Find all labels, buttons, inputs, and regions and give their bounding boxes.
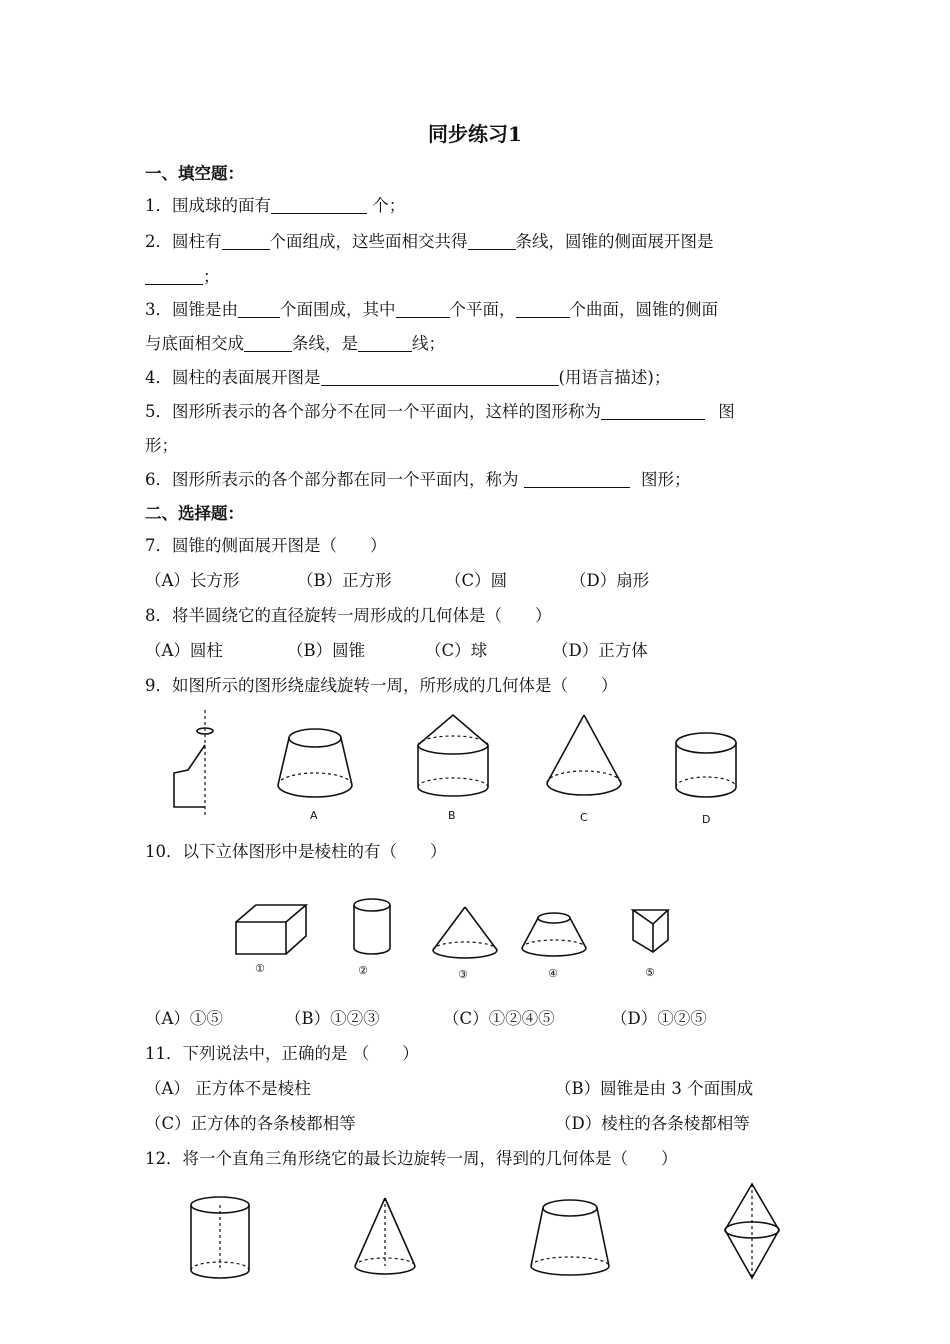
q3-text: 个平面，: [449, 300, 516, 319]
option-d[interactable]: （D）棱柱的各条棱都相等: [555, 1114, 750, 1133]
q12-double-cone[interactable]: [725, 1184, 779, 1278]
answer-blank[interactable]: [516, 300, 570, 318]
answer-blank[interactable]: [468, 232, 516, 250]
page-title: 同步练习1: [428, 122, 522, 146]
q10-label-3: ③: [458, 968, 468, 981]
q2-text: 个面组成，这些面相交共得: [269, 232, 468, 251]
q3-text: 个曲面，圆锥的侧面: [569, 300, 718, 319]
option-c[interactable]: （C）球: [425, 641, 488, 660]
q10-cone: [433, 907, 497, 958]
question-12: 12．将一个直角三角形绕它的最长边旋转一周，得到的几何体是（ ）: [145, 1149, 678, 1168]
option-a[interactable]: （A）长方形: [145, 571, 240, 590]
answer-blank[interactable]: [244, 334, 292, 352]
question-8: 8．将半圆绕它的直径旋转一周形成的几何体是（ ）: [145, 606, 552, 625]
question-1: [145, 192, 405, 216]
q3-text: 与底面相交成: [145, 334, 244, 353]
q9-label-a: A: [310, 809, 318, 822]
q9-label-c: C: [580, 811, 588, 824]
q10-figures: [220, 890, 700, 990]
q9-cone-cylinder-b[interactable]: [418, 715, 488, 796]
option-c[interactable]: （C）①②④⑤: [443, 1009, 555, 1028]
q4-text: 4．圆柱的表面展开图是: [145, 368, 321, 387]
question-2-cont: [145, 263, 220, 287]
answer-blank[interactable]: [222, 232, 270, 250]
q1-text-end: 个；: [367, 196, 406, 215]
q3-text: 条线，是: [292, 334, 358, 353]
q10-cylinder: [354, 899, 390, 954]
option-a[interactable]: （A）圆柱: [145, 641, 223, 660]
q9-cylinder-d[interactable]: [676, 733, 736, 797]
section-multiple-choice: 二、选择题：: [145, 504, 244, 523]
q1-text: 1．围成球的面有: [145, 196, 271, 215]
question-10: 10．以下立体图形中是棱柱的有（ ）: [145, 842, 447, 861]
q5-text: 5．图形所表示的各个部分不在同一个平面内，这样的图形称为: [145, 402, 601, 421]
q3-text-end: 线；: [412, 334, 445, 353]
q9-cone-c[interactable]: [547, 715, 621, 795]
q12-frustum[interactable]: [531, 1200, 609, 1275]
answer-blank[interactable]: [601, 402, 705, 420]
option-b[interactable]: （B）①②③: [285, 1009, 380, 1028]
q10-frustum: [522, 913, 586, 956]
question-11: 11．下列说法中，正确的是 （ ）: [145, 1044, 419, 1063]
q9-label-d: D: [702, 813, 711, 826]
q12-cone[interactable]: [355, 1198, 415, 1274]
q10-label-2: ②: [358, 964, 368, 977]
q10-label-4: ④: [548, 967, 558, 980]
q12-figures: [170, 1178, 810, 1288]
option-b[interactable]: （B）圆锥: [287, 641, 366, 660]
q9-label-b: B: [448, 809, 456, 822]
q10-label-1: ①: [255, 962, 265, 975]
question-3-cont: [145, 330, 445, 354]
answer-blank[interactable]: [271, 196, 367, 214]
option-d[interactable]: （D）扇形: [570, 571, 650, 590]
answer-blank[interactable]: [238, 300, 280, 318]
option-b[interactable]: （B）圆锥是由 3 个面围成: [555, 1079, 754, 1098]
answer-blank[interactable]: [396, 300, 450, 318]
q9-figures: [160, 705, 760, 830]
option-a[interactable]: （A）①⑤: [145, 1009, 223, 1028]
answer-blank[interactable]: [524, 470, 630, 488]
q9-frustum-a[interactable]: [278, 729, 352, 797]
question-2: [145, 228, 714, 252]
q6-text: 6．图形所表示的各个部分都在同一个平面内，称为: [145, 470, 524, 489]
option-d[interactable]: （D）正方体: [552, 641, 648, 660]
option-b[interactable]: （B）正方形: [297, 571, 392, 590]
answer-blank[interactable]: [145, 267, 203, 285]
q4-text-end: (用语言描述)；: [558, 368, 671, 387]
q10-cuboid: [236, 905, 306, 954]
question-3: [145, 296, 718, 320]
question-5-cont: 形；: [145, 436, 178, 455]
option-d[interactable]: （D）①②⑤: [611, 1009, 707, 1028]
question-9: 9．如图所示的图形绕虚线旋转一周，所形成的几何体是（ ）: [145, 676, 618, 695]
answer-blank[interactable]: [358, 334, 412, 352]
q3-text: 个面围成，其中: [280, 300, 396, 319]
q6-text-end: 图形；: [635, 470, 691, 489]
q2-text: 2．圆柱有: [145, 232, 222, 251]
q10-label-5: ⑤: [645, 966, 655, 979]
q2-text-end: ；: [203, 267, 220, 286]
option-c[interactable]: （C）正方体的各条棱都相等: [145, 1114, 356, 1133]
q3-text: 3．圆锥是由: [145, 300, 238, 319]
option-c[interactable]: （C）圆: [445, 571, 508, 590]
answer-blank[interactable]: [321, 368, 559, 386]
q5-text: 图: [713, 402, 735, 421]
q9-source-shape: [174, 710, 213, 815]
question-5: [145, 398, 735, 422]
question-7: 7．圆锥的侧面展开图是（ ）: [145, 536, 387, 555]
q10-triangular-prism: [633, 910, 668, 952]
question-4: [145, 364, 670, 388]
option-a[interactable]: （A） 正方体不是棱柱: [145, 1079, 311, 1098]
section-fill-blank: 一、填空题：: [145, 164, 244, 183]
q2-text: 条线，圆锥的侧面展开图是: [515, 232, 714, 251]
question-6: [145, 466, 691, 490]
q12-cylinder[interactable]: [191, 1197, 249, 1278]
